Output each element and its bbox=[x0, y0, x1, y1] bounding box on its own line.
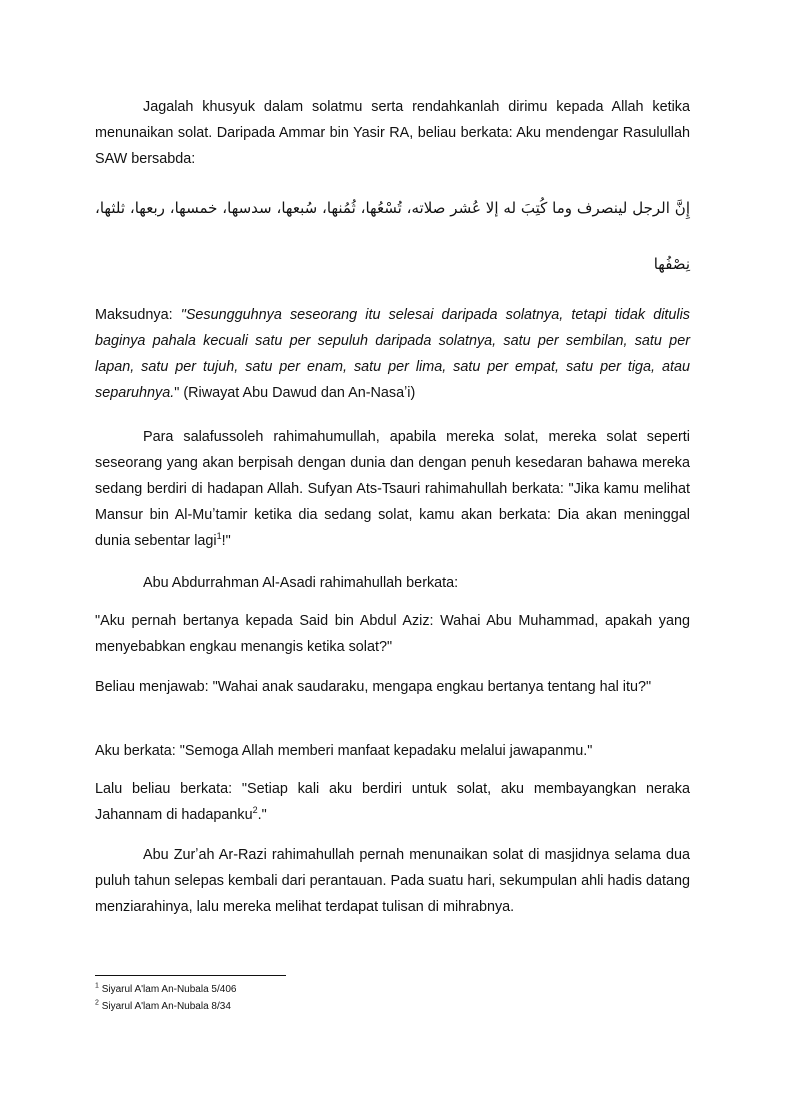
paragraph-text: Abu Zurʼah Ar-Razi rahimahullah pernah menunaikan solat di masjidnya selama dua puluh tahun selepas kembali dari perantauan. Pada suatu hari, sekumpulan ahli hadis datang menziarahinya, lalu mereka melihat terdapat tulisan di mihrabnya. bbox=[95, 847, 690, 915]
paragraph-salafussoleh bbox=[95, 424, 690, 554]
paragraph-asadi bbox=[95, 570, 690, 596]
paragraph-text: Jagalah khusyuk dalam solatmu serta rendahkanlah dirimu kepada Allah ketika menunaikan solat. Daripada Ammar bin Yasir RA, beliau berkata: Aku mendengar Rasulullah SAW bersabda: bbox=[95, 99, 690, 167]
arabic-hadith: إِنَّ الرجل لينصرف وما كُتِبَ له إلا عُشر صلاته، تُسْعُها، ثُمُنها، سُبعها، سدسها، خمسها، ربعها، ثلثها، نِصْفُها bbox=[95, 199, 690, 273]
maksud-label: Maksudnya bbox=[95, 307, 169, 323]
paragraph-question bbox=[95, 608, 690, 660]
paragraph-jahannam bbox=[95, 776, 690, 828]
paragraph-text: Para salafussoleh rahimahumullah, apabila mereka solat, mereka solat seperti seseorang yang akan berpisah dengan dunia dan dengan penuh kesedaran bahawa mereka sedang berdiri di hadapan Allah. Sufyan Ats-Tsauri rahimahullah berkata: "Jika kamu melihat Mansur bin Al-Muʼtamir ketika dia sedang solat, kamu akan berkata: Dia akan meninggal dunia sebentar lagi bbox=[95, 429, 690, 549]
paragraph-end: !" bbox=[221, 533, 231, 549]
footnote-ref-1[interactable]: 1 bbox=[216, 531, 222, 542]
paragraph-text: Abu Abdurrahman Al-Asadi rahimahullah berkata: bbox=[143, 575, 459, 591]
paragraph-end: ." bbox=[257, 807, 267, 823]
footnote-number: 2 bbox=[95, 999, 99, 1007]
maksud-source: " (Riwayat Abu Dawud dan An-Nasaʼi) bbox=[174, 385, 416, 401]
maksud-colon: : bbox=[168, 307, 181, 323]
paragraph-text: Beliau menjawab: "Wahai anak saudaraku, mengapa engkau bertanya tentang hal itu?" bbox=[95, 679, 652, 695]
paragraph-answer bbox=[95, 674, 690, 700]
footnote-divider bbox=[95, 975, 286, 976]
footnote-text: Siyarul A'lam An-Nubala 5/406 bbox=[101, 984, 237, 995]
footnote-1 bbox=[95, 983, 236, 997]
paragraph-text: Lalu beliau berkata: "Setiap kali aku berdiri untuk solat, aku membayangkan neraka Jahannam di hadapanku bbox=[95, 781, 690, 823]
paragraph-maksudnya bbox=[95, 302, 690, 406]
footnote-text: Siyarul A'lam An-Nubala 8/34 bbox=[101, 1001, 231, 1012]
paragraph-text: Aku berkata: "Semoga Allah memberi manfaat kepadaku melalui jawapanmu." bbox=[95, 743, 593, 759]
footnote-ref-2[interactable]: 2 bbox=[252, 805, 258, 816]
paragraph-khusyuk bbox=[95, 94, 690, 172]
maksud-quote: "Sesungguhnya seseorang itu selesai daripada solatnya, tetapi tidak ditulis baginya pahala kecuali satu per sepuluh daripada solatnya, satu per sembilan, satu per lapan, satu per tujuh, satu per enam, satu per lima, satu per empat, satu per tiga, atau separuhnya. bbox=[95, 307, 691, 401]
footnote-number: 1 bbox=[95, 982, 99, 990]
paragraph-abu-zurah bbox=[95, 842, 690, 920]
paragraph-reply bbox=[95, 738, 690, 764]
paragraph-text: "Aku pernah bertanya kepada Said bin Abdul Aziz: Wahai Abu Muhammad, apakah yang menyebabkan engkau menangis ketika solat?" bbox=[95, 613, 690, 655]
footnote-2 bbox=[95, 1000, 231, 1014]
